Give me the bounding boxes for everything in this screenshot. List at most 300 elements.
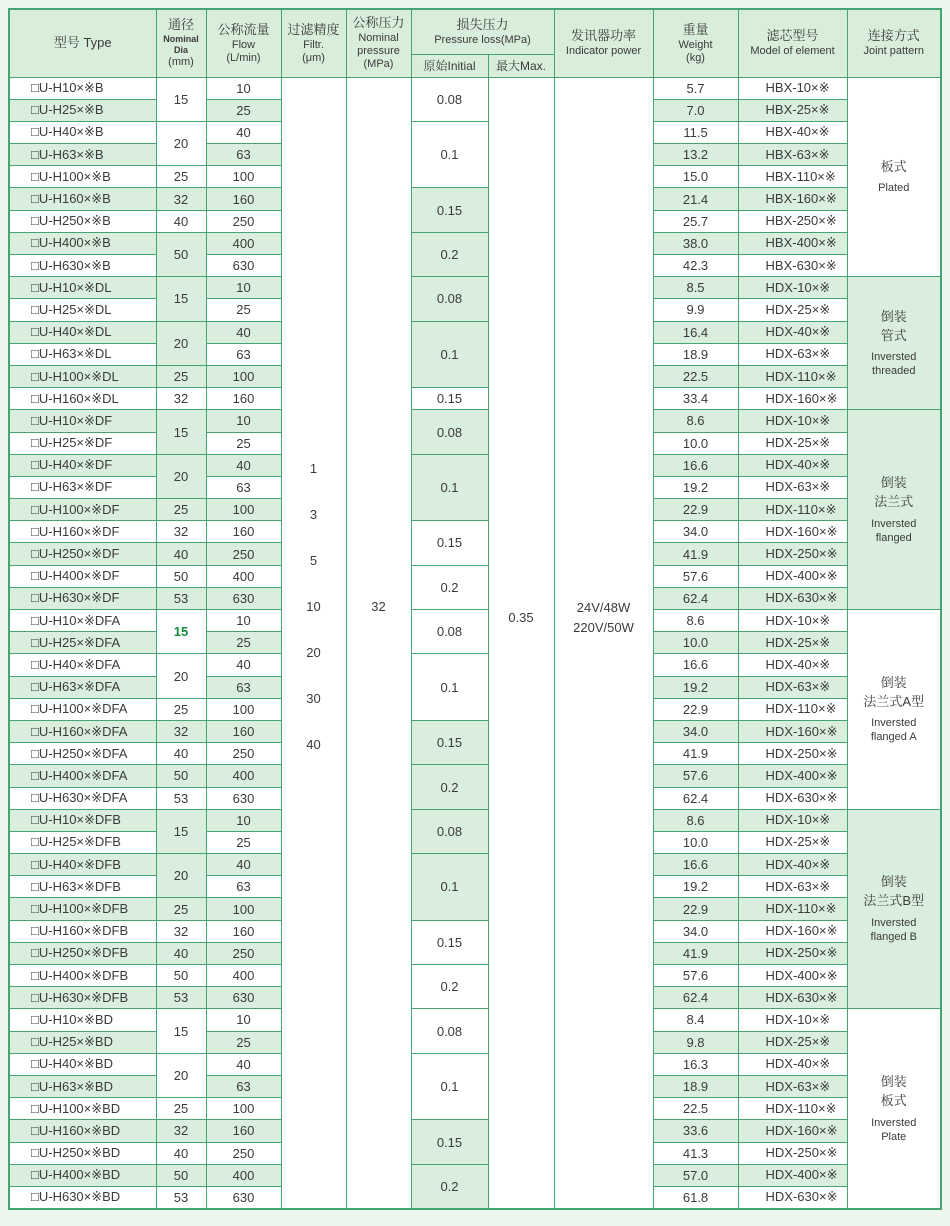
type-cell: □U-H400×※B [9, 232, 156, 254]
element-cell: HBX-63×※ [738, 144, 847, 166]
type-cell: □U-H10×※DFB [9, 809, 156, 831]
type-cell: □U-H40×※DFB [9, 854, 156, 876]
weight-cell: 34.0 [653, 521, 738, 543]
flow-cell: 40 [206, 454, 281, 476]
flow-cell: 25 [206, 299, 281, 321]
pressure-initial-cell: 0.15 [411, 188, 488, 232]
joint-cell: 倒装 板式 Inversted Plate [847, 1009, 941, 1209]
type-cell: □U-H25×※DFA [9, 632, 156, 654]
pressure-initial-cell: 0.08 [411, 277, 488, 321]
element-cell: HDX-10×※ [738, 809, 847, 831]
element-cell: HDX-400×※ [738, 1164, 847, 1186]
filtration-value: 5 [309, 553, 318, 569]
type-cell: □U-H25×※BD [9, 1031, 156, 1053]
element-cell: HBX-25×※ [738, 99, 847, 121]
flow-cell: 63 [206, 343, 281, 365]
weight-cell: 13.2 [653, 144, 738, 166]
weight-cell: 34.0 [653, 720, 738, 742]
pressure-initial-cell: 0.1 [411, 654, 488, 721]
joint-cell: 板式 Plated [847, 77, 941, 277]
flow-cell: 40 [206, 121, 281, 143]
type-cell: □U-H400×※DFA [9, 765, 156, 787]
type-cell: □U-H630×※DF [9, 587, 156, 609]
flow-cell: 63 [206, 876, 281, 898]
table-row [9, 565, 941, 587]
element-cell: HDX-110×※ [738, 499, 847, 521]
dia-cell: 50 [156, 1164, 206, 1186]
dia-cell: 53 [156, 787, 206, 809]
weight-cell: 57.6 [653, 565, 738, 587]
element-cell: HDX-630×※ [738, 987, 847, 1009]
weight-cell: 21.4 [653, 188, 738, 210]
table-row [9, 1120, 941, 1142]
pressure-initial-cell: 0.15 [411, 1120, 488, 1164]
flow-cell: 100 [206, 1098, 281, 1120]
type-cell: □U-H630×※DFA [9, 787, 156, 809]
type-cell: □U-H160×※DFB [9, 920, 156, 942]
table-row [9, 321, 941, 343]
type-cell: □U-H63×※DFB [9, 876, 156, 898]
weight-cell: 8.5 [653, 277, 738, 299]
weight-cell: 8.4 [653, 1009, 738, 1031]
dia-cell: 15 [156, 809, 206, 853]
pressure-initial-cell: 0.2 [411, 765, 488, 809]
table-row [9, 720, 941, 742]
weight-cell: 11.5 [653, 121, 738, 143]
weight-cell: 22.9 [653, 898, 738, 920]
weight-cell: 57.6 [653, 965, 738, 987]
dia-cell: 32 [156, 920, 206, 942]
header-indicator-power: 发讯器功率 Indicator power [554, 9, 653, 77]
dia-cell: 53 [156, 987, 206, 1009]
flow-cell: 160 [206, 920, 281, 942]
weight-cell: 38.0 [653, 232, 738, 254]
type-cell: □U-H250×※BD [9, 1142, 156, 1164]
element-cell: HDX-40×※ [738, 654, 847, 676]
element-cell: HDX-630×※ [738, 787, 847, 809]
element-cell: HBX-10×※ [738, 77, 847, 99]
type-cell: □U-H100×※DL [9, 365, 156, 387]
flow-cell: 25 [206, 1031, 281, 1053]
dia-cell: 32 [156, 720, 206, 742]
flow-cell: 160 [206, 388, 281, 410]
weight-cell: 41.3 [653, 1142, 738, 1164]
flow-cell: 400 [206, 965, 281, 987]
element-cell: HDX-10×※ [738, 610, 847, 632]
flow-cell: 160 [206, 1120, 281, 1142]
joint-cell: 倒装 法兰式B型 Inversted flanged B [847, 809, 941, 1009]
dia-cell: 53 [156, 587, 206, 609]
type-cell: □U-H25×※DL [9, 299, 156, 321]
flow-cell: 630 [206, 987, 281, 1009]
type-cell: □U-H10×※BD [9, 1009, 156, 1031]
dia-cell: 32 [156, 521, 206, 543]
element-cell: HDX-40×※ [738, 321, 847, 343]
flow-cell: 40 [206, 321, 281, 343]
pressure-initial-cell: 0.2 [411, 1164, 488, 1209]
flow-cell: 25 [206, 432, 281, 454]
type-cell: □U-H10×※DFA [9, 610, 156, 632]
type-cell: □U-H40×※B [9, 121, 156, 143]
dia-cell: 50 [156, 565, 206, 587]
type-cell: □U-H40×※DFA [9, 654, 156, 676]
weight-cell: 57.0 [653, 1164, 738, 1186]
header-flow: 公称流量 Flow (L/min) [206, 9, 281, 77]
element-cell: HDX-25×※ [738, 432, 847, 454]
weight-cell: 22.5 [653, 1098, 738, 1120]
weight-cell: 57.6 [653, 765, 738, 787]
header-pressure-loss: 损失压力 Pressure loss(MPa) [411, 9, 554, 54]
element-cell: HDX-110×※ [738, 698, 847, 720]
type-cell: □U-H160×※DF [9, 521, 156, 543]
flow-cell: 630 [206, 1186, 281, 1209]
type-cell: □U-H25×※DF [9, 432, 156, 454]
dia-cell: 15 [156, 610, 206, 654]
type-cell: □U-H630×※DFB [9, 987, 156, 1009]
type-cell: □U-H10×※DL [9, 277, 156, 299]
spec-table-page [0, 8, 950, 1210]
weight-cell: 16.3 [653, 1053, 738, 1075]
element-cell: HBX-110×※ [738, 166, 847, 188]
weight-cell: 25.7 [653, 210, 738, 232]
table-row [9, 410, 941, 432]
weight-cell: 18.9 [653, 343, 738, 365]
weight-cell: 16.6 [653, 854, 738, 876]
type-cell: □U-H63×※BD [9, 1075, 156, 1097]
table-row [9, 121, 941, 143]
table-row [9, 388, 941, 410]
flow-cell: 630 [206, 255, 281, 277]
flow-cell: 63 [206, 676, 281, 698]
type-cell: □U-H63×※DFA [9, 676, 156, 698]
weight-cell: 16.6 [653, 454, 738, 476]
dia-cell: 20 [156, 854, 206, 898]
filtration-value: 40 [306, 737, 321, 753]
table-row [9, 232, 941, 254]
type-cell: □U-H10×※DF [9, 410, 156, 432]
weight-cell: 8.6 [653, 410, 738, 432]
filtration-value: 20 [306, 645, 321, 661]
header-dia: 通径 Nominal Dia (mm) [156, 9, 206, 77]
header-type-label: 型号 Type [53, 34, 112, 50]
dia-cell: 25 [156, 166, 206, 188]
type-cell: □U-H250×※B [9, 210, 156, 232]
flow-cell: 160 [206, 720, 281, 742]
element-cell: HBX-630×※ [738, 255, 847, 277]
element-cell: HDX-25×※ [738, 831, 847, 853]
type-cell: □U-H100×※DF [9, 499, 156, 521]
element-cell: HBX-250×※ [738, 210, 847, 232]
flow-cell: 100 [206, 898, 281, 920]
weight-cell: 15.0 [653, 166, 738, 188]
weight-cell: 34.0 [653, 920, 738, 942]
table-row [9, 77, 941, 99]
flow-cell: 100 [206, 698, 281, 720]
element-cell: HDX-160×※ [738, 521, 847, 543]
element-cell: HDX-250×※ [738, 1142, 847, 1164]
element-cell: HDX-630×※ [738, 587, 847, 609]
pressure-initial-cell: 0.15 [411, 388, 488, 410]
table-row [9, 610, 941, 632]
dia-cell: 50 [156, 232, 206, 276]
dia-cell: 40 [156, 743, 206, 765]
dia-cell: 20 [156, 654, 206, 698]
dia-cell: 20 [156, 454, 206, 498]
filtration-value: 1 [309, 461, 318, 477]
pressure-initial-cell: 0.1 [411, 121, 488, 188]
pressure-initial-cell: 0.15 [411, 720, 488, 764]
flow-cell: 10 [206, 610, 281, 632]
header-max: 最大Max. [488, 54, 554, 77]
weight-cell: 18.9 [653, 1075, 738, 1097]
element-cell: HDX-160×※ [738, 1120, 847, 1142]
weight-cell: 62.4 [653, 987, 738, 1009]
type-cell: □U-H630×※BD [9, 1186, 156, 1209]
table-header [9, 9, 941, 77]
pressure-initial-cell: 0.08 [411, 410, 488, 454]
element-cell: HDX-63×※ [738, 676, 847, 698]
element-cell: HDX-110×※ [738, 1098, 847, 1120]
type-cell: □U-H400×※BD [9, 1164, 156, 1186]
element-cell: HDX-40×※ [738, 854, 847, 876]
type-cell: □U-H100×※DFA [9, 698, 156, 720]
flow-cell: 250 [206, 543, 281, 565]
header-joint-pattern: 连接方式 Joint pattern [847, 9, 941, 77]
weight-cell: 19.2 [653, 476, 738, 498]
table-row [9, 277, 941, 299]
dia-cell: 25 [156, 1098, 206, 1120]
table-row [9, 188, 941, 210]
dia-cell: 15 [156, 410, 206, 454]
pressure-initial-cell: 0.2 [411, 565, 488, 609]
flow-cell: 100 [206, 166, 281, 188]
filter-spec-table [8, 8, 942, 1210]
element-cell: HDX-25×※ [738, 299, 847, 321]
element-cell: HDX-63×※ [738, 343, 847, 365]
header-element-model: 滤芯型号 Model of element [738, 9, 847, 77]
flow-cell: 40 [206, 1053, 281, 1075]
pressure-initial-cell: 0.08 [411, 610, 488, 654]
type-cell: □U-H40×※DL [9, 321, 156, 343]
flow-cell: 630 [206, 587, 281, 609]
type-cell: □U-H40×※DF [9, 454, 156, 476]
table-row [9, 965, 941, 987]
weight-cell: 7.0 [653, 99, 738, 121]
type-cell: □U-H250×※DF [9, 543, 156, 565]
table-row [9, 654, 941, 676]
flow-cell: 100 [206, 499, 281, 521]
element-cell: HDX-400×※ [738, 765, 847, 787]
flow-cell: 40 [206, 654, 281, 676]
weight-cell: 22.9 [653, 499, 738, 521]
filtration-value: 30 [306, 691, 321, 707]
filtration-column [281, 77, 346, 1209]
flow-cell: 10 [206, 277, 281, 299]
table-row [9, 920, 941, 942]
header-type [9, 9, 156, 77]
element-cell: HDX-10×※ [738, 277, 847, 299]
type-cell: □U-H630×※B [9, 255, 156, 277]
pressure-initial-cell: 0.2 [411, 965, 488, 1009]
weight-cell: 10.0 [653, 432, 738, 454]
flow-cell: 10 [206, 77, 281, 99]
element-cell: HDX-110×※ [738, 365, 847, 387]
dia-cell: 15 [156, 77, 206, 121]
dia-cell: 20 [156, 121, 206, 165]
dia-cell: 53 [156, 1186, 206, 1209]
dia-cell: 15 [156, 277, 206, 321]
weight-cell: 16.4 [653, 321, 738, 343]
dia-cell: 25 [156, 499, 206, 521]
weight-cell: 10.0 [653, 831, 738, 853]
pressure-initial-cell: 0.1 [411, 321, 488, 388]
flow-cell: 25 [206, 831, 281, 853]
element-cell: HDX-10×※ [738, 1009, 847, 1031]
joint-cell: 倒装 法兰式 Inversted flanged [847, 410, 941, 610]
element-cell: HDX-63×※ [738, 876, 847, 898]
filtration-value: 10 [306, 599, 321, 615]
flow-cell: 250 [206, 743, 281, 765]
flow-cell: 40 [206, 854, 281, 876]
weight-cell: 19.2 [653, 876, 738, 898]
type-cell: □U-H100×※B [9, 166, 156, 188]
weight-cell: 9.8 [653, 1031, 738, 1053]
dia-cell: 25 [156, 698, 206, 720]
table-row [9, 1053, 941, 1075]
weight-cell: 61.8 [653, 1186, 738, 1209]
table-row [9, 809, 941, 831]
type-cell: □U-H40×※BD [9, 1053, 156, 1075]
flow-cell: 160 [206, 521, 281, 543]
element-cell: HDX-25×※ [738, 632, 847, 654]
dia-cell: 50 [156, 765, 206, 787]
element-cell: HBX-400×※ [738, 232, 847, 254]
weight-cell: 8.6 [653, 809, 738, 831]
weight-cell: 41.9 [653, 942, 738, 964]
table-row [9, 765, 941, 787]
weight-cell: 42.3 [653, 255, 738, 277]
dia-cell: 25 [156, 365, 206, 387]
table-row [9, 454, 941, 476]
table-row [9, 1164, 941, 1186]
element-cell: HDX-630×※ [738, 1186, 847, 1209]
type-cell: □U-H25×※B [9, 99, 156, 121]
element-cell: HDX-160×※ [738, 920, 847, 942]
joint-cell: 倒装 法兰式A型 Inversted flanged A [847, 610, 941, 810]
max-pressure-column: 0.35 [488, 77, 554, 1209]
pressure-initial-cell: 0.15 [411, 920, 488, 964]
weight-cell: 8.6 [653, 610, 738, 632]
flow-cell: 63 [206, 1075, 281, 1097]
element-cell: HDX-110×※ [738, 898, 847, 920]
weight-cell: 10.0 [653, 632, 738, 654]
type-cell: □U-H63×※B [9, 144, 156, 166]
header-weight: 重量 Weight (kg) [653, 9, 738, 77]
dia-cell: 40 [156, 210, 206, 232]
flow-cell: 100 [206, 365, 281, 387]
table-row [9, 1009, 941, 1031]
pressure-initial-cell: 0.1 [411, 854, 488, 921]
dia-cell: 40 [156, 543, 206, 565]
dia-cell: 50 [156, 965, 206, 987]
dia-cell: 32 [156, 188, 206, 210]
element-cell: HDX-63×※ [738, 476, 847, 498]
nominal-pressure-column: 32 [346, 77, 411, 1209]
joint-cell: 倒装 管式 Inversted threaded [847, 277, 941, 410]
type-cell: □U-H250×※DFB [9, 942, 156, 964]
dia-cell: 40 [156, 942, 206, 964]
flow-cell: 63 [206, 144, 281, 166]
weight-cell: 62.4 [653, 787, 738, 809]
weight-cell: 22.9 [653, 698, 738, 720]
flow-cell: 160 [206, 188, 281, 210]
weight-cell: 16.6 [653, 654, 738, 676]
type-cell: □U-H100×※DFB [9, 898, 156, 920]
element-cell: HDX-400×※ [738, 565, 847, 587]
type-cell: □U-H400×※DFB [9, 965, 156, 987]
pressure-initial-cell: 0.08 [411, 1009, 488, 1053]
weight-cell: 41.9 [653, 743, 738, 765]
flow-cell: 10 [206, 1009, 281, 1031]
type-cell: □U-H63×※DF [9, 476, 156, 498]
header-filtration: 过滤精度 Filtr. (μm) [281, 9, 346, 77]
type-cell: □U-H160×※BD [9, 1120, 156, 1142]
table-body [9, 77, 941, 1209]
element-cell: HDX-25×※ [738, 1031, 847, 1053]
flow-cell: 250 [206, 1142, 281, 1164]
pressure-initial-cell: 0.1 [411, 454, 488, 521]
flow-cell: 10 [206, 809, 281, 831]
flow-cell: 400 [206, 1164, 281, 1186]
element-cell: HDX-10×※ [738, 410, 847, 432]
element-cell: HDX-160×※ [738, 388, 847, 410]
flow-cell: 63 [206, 476, 281, 498]
flow-cell: 25 [206, 99, 281, 121]
filtration-value: 3 [309, 507, 318, 523]
pressure-initial-cell: 0.08 [411, 77, 488, 121]
weight-cell: 19.2 [653, 676, 738, 698]
flow-cell: 630 [206, 787, 281, 809]
weight-cell: 33.4 [653, 388, 738, 410]
dia-cell: 15 [156, 1009, 206, 1053]
dia-cell: 32 [156, 388, 206, 410]
dia-cell: 20 [156, 321, 206, 365]
type-cell: □U-H160×※DFA [9, 720, 156, 742]
flow-cell: 400 [206, 565, 281, 587]
type-cell: □U-H160×※DL [9, 388, 156, 410]
element-cell: HBX-160×※ [738, 188, 847, 210]
pressure-initial-cell: 0.1 [411, 1053, 488, 1120]
type-cell: □U-H160×※B [9, 188, 156, 210]
flow-cell: 250 [206, 210, 281, 232]
dia-cell: 40 [156, 1142, 206, 1164]
weight-cell: 22.5 [653, 365, 738, 387]
element-cell: HDX-40×※ [738, 454, 847, 476]
element-cell: HDX-250×※ [738, 543, 847, 565]
element-cell: HDX-400×※ [738, 965, 847, 987]
type-cell: □U-H250×※DFA [9, 743, 156, 765]
element-cell: HBX-40×※ [738, 121, 847, 143]
weight-cell: 33.6 [653, 1120, 738, 1142]
element-cell: HDX-40×※ [738, 1053, 847, 1075]
dia-cell: 25 [156, 898, 206, 920]
element-cell: HDX-160×※ [738, 720, 847, 742]
pressure-initial-cell: 0.2 [411, 232, 488, 276]
flow-cell: 10 [206, 410, 281, 432]
table-row [9, 521, 941, 543]
flow-cell: 400 [206, 765, 281, 787]
dia-cell: 20 [156, 1053, 206, 1097]
